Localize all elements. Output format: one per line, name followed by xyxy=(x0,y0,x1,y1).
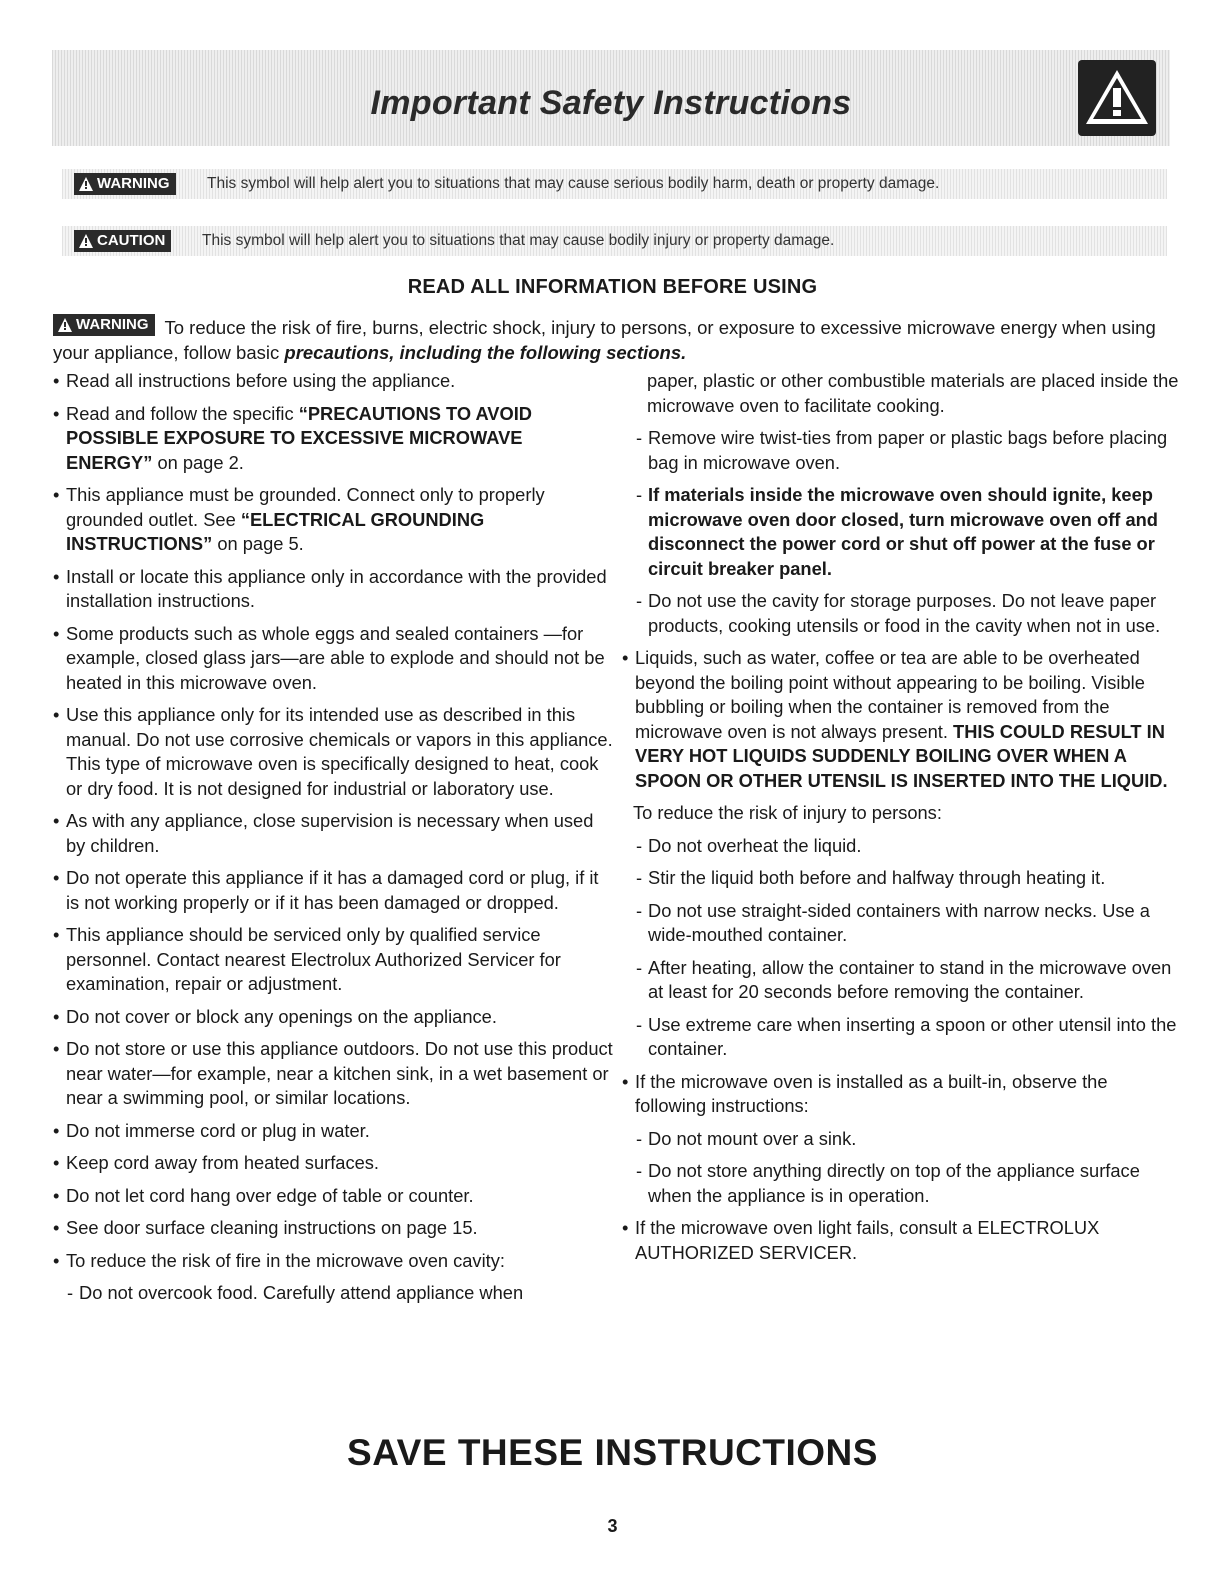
list-item: • Do not operate this appliance if it has a damaged cord or plug, if it is not working properly or if it has been damaged or dropped. xyxy=(53,867,599,913)
caution-badge-label: CAUTION xyxy=(97,232,166,249)
list-item: • This appliance should be serviced only by qualified service personnel. Contact nearest Electrolux Authorized Servicer for examination, repair or adjustment. xyxy=(53,924,561,994)
warning-badge xyxy=(53,314,155,336)
page-title: Important Safety Instructions xyxy=(370,84,852,122)
sub-list-item: - After heating, allow the container to stand in the microwave oven at least for 20 seconds before removing the container. xyxy=(636,956,1172,1002)
warning-badge xyxy=(74,173,176,195)
alert-triangle-icon xyxy=(57,317,73,333)
list-item: • Read and follow the specific “PRECAUTIONS TO AVOID POSSIBLE EXPOSURE TO EXCESSIVE MICROWAVE ENERGY” on page 2. xyxy=(53,402,532,473)
list-item: • Do not store or use this appliance outdoors. Do not use this product near water—for example, near a kitchen sink, in a wet basement or near a swimming pool, or similar locations. xyxy=(53,1038,613,1108)
list-item: • As with any appliance, close supervision is necessary when used by children. xyxy=(53,810,594,856)
warning-badge-label: WARNING xyxy=(76,316,149,333)
caution-symbol-description: This symbol will help alert you to situations that may cause bodily injury or property damage. xyxy=(202,232,835,249)
list-item: • This appliance must be grounded. Connect only to properly grounded outlet. See “ELECTRICAL GROUNDING INSTRUCTIONS” on page 5. xyxy=(53,484,545,554)
intro-warning-paragraph xyxy=(53,314,1173,365)
sub-list-item: - Do not use the cavity for storage purposes. Do not leave paper products, cooking utensils or food in the cavity when not in use. xyxy=(636,590,1161,636)
right-column xyxy=(622,369,1182,1273)
caution-symbol-row xyxy=(62,226,1167,256)
list-item: • If the microwave oven light fails, consult a ELECTROLUX AUTHORIZED SERVICER. xyxy=(622,1217,1100,1263)
list-item: • Liquids, such as water, coffee or tea are able to be overheated beyond the boiling point without appearing to be boiling. Visible bubbling or boiling when the container is removed from the microwave oven is not always present. THIS COULD RESULT IN VERY HOT LIQUIDS SUDDENLY BOILING OVER WHEN A SPOON OR OTHER UTENSIL IS INSERTED INTO THE LIQUID. xyxy=(622,647,1168,791)
continued-text: paper, plastic or other combustible materials are placed inside the microwave oven to facilitate cooking. xyxy=(647,370,1179,416)
sub-list-item: - If materials inside the microwave oven should ignite, keep microwave oven door closed, turn microwave oven off and disconnect the power cord or shut off power at the fuse or circuit breaker panel. xyxy=(636,484,1158,579)
sub-list-item: - Do not overheat the liquid. xyxy=(636,834,862,856)
warning-badge-label: WARNING xyxy=(97,175,170,192)
sub-list-item: - Do not store anything directly on top of the appliance surface when the appliance is in operation. xyxy=(636,1160,1140,1206)
sub-list-item: - Remove wire twist-ties from paper or plastic bags before placing bag in microwave oven. xyxy=(636,427,1168,473)
left-column xyxy=(53,369,613,1314)
intro-text: To reduce the risk of fire, burns, electric shock, injury to persons, or exposure to excessive microwave energy when using your appliance, follow basic xyxy=(53,317,1156,363)
alert-triangle-icon xyxy=(78,233,94,249)
caution-badge xyxy=(74,230,171,252)
list-item: • Read all instructions before using the appliance. xyxy=(53,370,456,391)
list-item: • See door surface cleaning instructions on page 15. xyxy=(53,1217,478,1238)
intro-emphasis: precautions, including the following sections. xyxy=(284,342,687,363)
warning-triangle-icon xyxy=(1078,60,1156,136)
sub-list-item: - Do not use straight-sided containers with narrow necks. Use a wide-mouthed container. xyxy=(636,899,1150,945)
header-banner xyxy=(52,50,1170,146)
sub-list-item: - Stir the liquid both before and halfway through heating it. xyxy=(636,867,1106,888)
paragraph: To reduce the risk of injury to persons: xyxy=(633,802,942,823)
list-item: • Do not cover or block any openings on the appliance. xyxy=(53,1005,497,1027)
sub-list-item: - Do not overcook food. Carefully attend appliance when xyxy=(67,1282,524,1303)
list-item: • Some products such as whole eggs and sealed containers —for example, closed glass jars—are able to explode and should not be heated in this microwave oven. xyxy=(53,622,605,693)
list-item: • Use this appliance only for its intended use as described in this manual. Do not use corrosive chemicals or vapors in this appliance. This type of microwave oven is specifically designed to heat, cook or dry food. It is not designed for industrial or laboratory use. xyxy=(53,704,613,799)
list-item: • If the microwave oven is installed as a built-in, observe the following instructions: xyxy=(622,1070,1108,1116)
save-instructions-heading: SAVE THESE INSTRUCTIONS xyxy=(347,1432,878,1473)
sub-list-item: - Do not mount over a sink. xyxy=(636,1127,857,1149)
warning-symbol-description: This symbol will help alert you to situations that may cause serious bodily harm, death or property damage. xyxy=(207,175,940,192)
read-all-heading: READ ALL INFORMATION BEFORE USING xyxy=(407,276,818,298)
page-number: 3 xyxy=(607,1516,618,1536)
sub-list-item: - Use extreme care when inserting a spoon or other utensil into the container. xyxy=(636,1013,1177,1059)
list-item: • Install or locate this appliance only in accordance with the provided installation instructions. xyxy=(53,565,607,611)
list-item: • Do not let cord hang over edge of table or counter. xyxy=(53,1184,474,1206)
list-item: • To reduce the risk of fire in the microwave oven cavity: xyxy=(53,1249,505,1271)
list-item: • Do not immerse cord or plug in water. xyxy=(53,1119,370,1141)
alert-triangle-icon xyxy=(78,176,94,192)
warning-symbol-row xyxy=(62,169,1167,199)
list-item: • Keep cord away from heated surfaces. xyxy=(53,1152,379,1173)
